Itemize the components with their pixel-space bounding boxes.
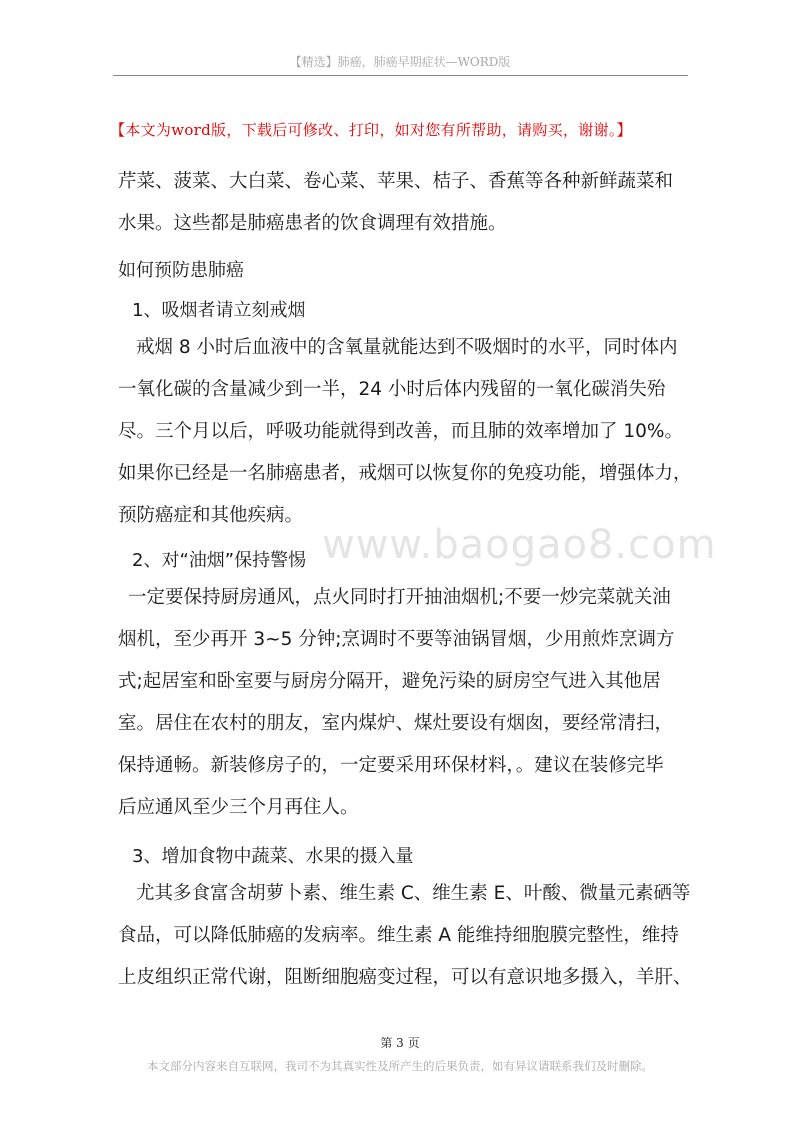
text-line: 预防癌症和其他疾病。 — [118, 505, 304, 526]
watermark: www.baogao8.com — [322, 522, 717, 568]
text-line: 食品，可以降低肺癌的发病率。维生素 A 能维持细胞膜完整性，维持 — [118, 925, 679, 946]
download-notice: 【本文为word版，下载后可修改、打印，如对您有所帮助，请购买，谢谢。】 — [110, 121, 632, 139]
text-line: 尽。三个月以后，呼吸功能就得到改善，而且肺的效率增加了 10%。 — [118, 421, 684, 442]
page-header: 【精选】肺癌，肺癌早期症状—WORD版 — [289, 55, 511, 69]
page-footer: 本文部分内容来自互联网，我司不为其真实性及所产生的后果负责，如有异议请联系我们及时删除。 — [147, 1059, 653, 1073]
header-divider — [113, 75, 688, 76]
text-line: 芹菜、菠菜、大白菜、卷心菜、苹果、桔子、香蕉等各种新鲜蔬菜和 — [118, 171, 674, 192]
text-line: 如果你已经是一名肺癌患者，戒烟可以恢复你的免疫功能，增强体力， — [118, 463, 692, 484]
text-line: 尤其多食富含胡萝卜素、维生素 C、维生素 E、叶酸、微量元素硒等 — [136, 883, 691, 904]
text-line: 戒烟 8 小时后血液中的含氧量就能达到不吸烟时的水平，同时体内 — [136, 337, 678, 358]
paragraph-vegetables-fruits — [118, 873, 698, 999]
section-heading-prevent: 如何预防患肺癌 — [118, 260, 244, 281]
paragraph-diet — [118, 161, 698, 245]
paragraph-cooking-fumes — [118, 577, 698, 829]
text-line: 室。居住在农村的朋友，室内煤炉、煤灶要设有烟囱，要经常清扫， — [118, 713, 674, 734]
text-line: 后应通风至少三个月再住人。 — [118, 797, 359, 818]
text-line: 式;起居室和卧室要与厨房分隔开，避免污染的厨房空气进入其他居 — [118, 671, 661, 692]
text-line: 烟机，至少再开 3~5 分钟;烹调时不要等油锅冒烟，少用煎炸烹调方 — [118, 629, 675, 650]
heading-cooking-fumes: 2、对“油烟”保持警惕 — [132, 550, 307, 571]
text-line: 上皮组织正常代谢，阻断细胞癌变过程，可以有意识地多摄入，羊肝、 — [118, 967, 692, 988]
heading-vegetables-fruits: 3、增加食物中蔬菜、水果的摄入量 — [132, 846, 414, 867]
text-line: 一定要保持厨房通风，点火同时打开抽油烟机;不要一炒完菜就关油 — [128, 587, 671, 608]
text-line: 保持通畅。新装修房子的，一定要采用环保材料，。建议在装修完毕 — [118, 755, 664, 776]
paragraph-quit-smoking — [118, 327, 698, 537]
page-number: 第 3 页 — [380, 1036, 420, 1050]
text-line: 一氧化碳的含量减少到一半，24 小时后体内残留的一氧化碳消失殆 — [118, 379, 666, 400]
heading-quit-smoking: 1、吸烟者请立刻戒烟 — [132, 300, 306, 321]
text-line: 水果。这些都是肺癌患者的饮食调理有效措施。 — [118, 213, 507, 234]
